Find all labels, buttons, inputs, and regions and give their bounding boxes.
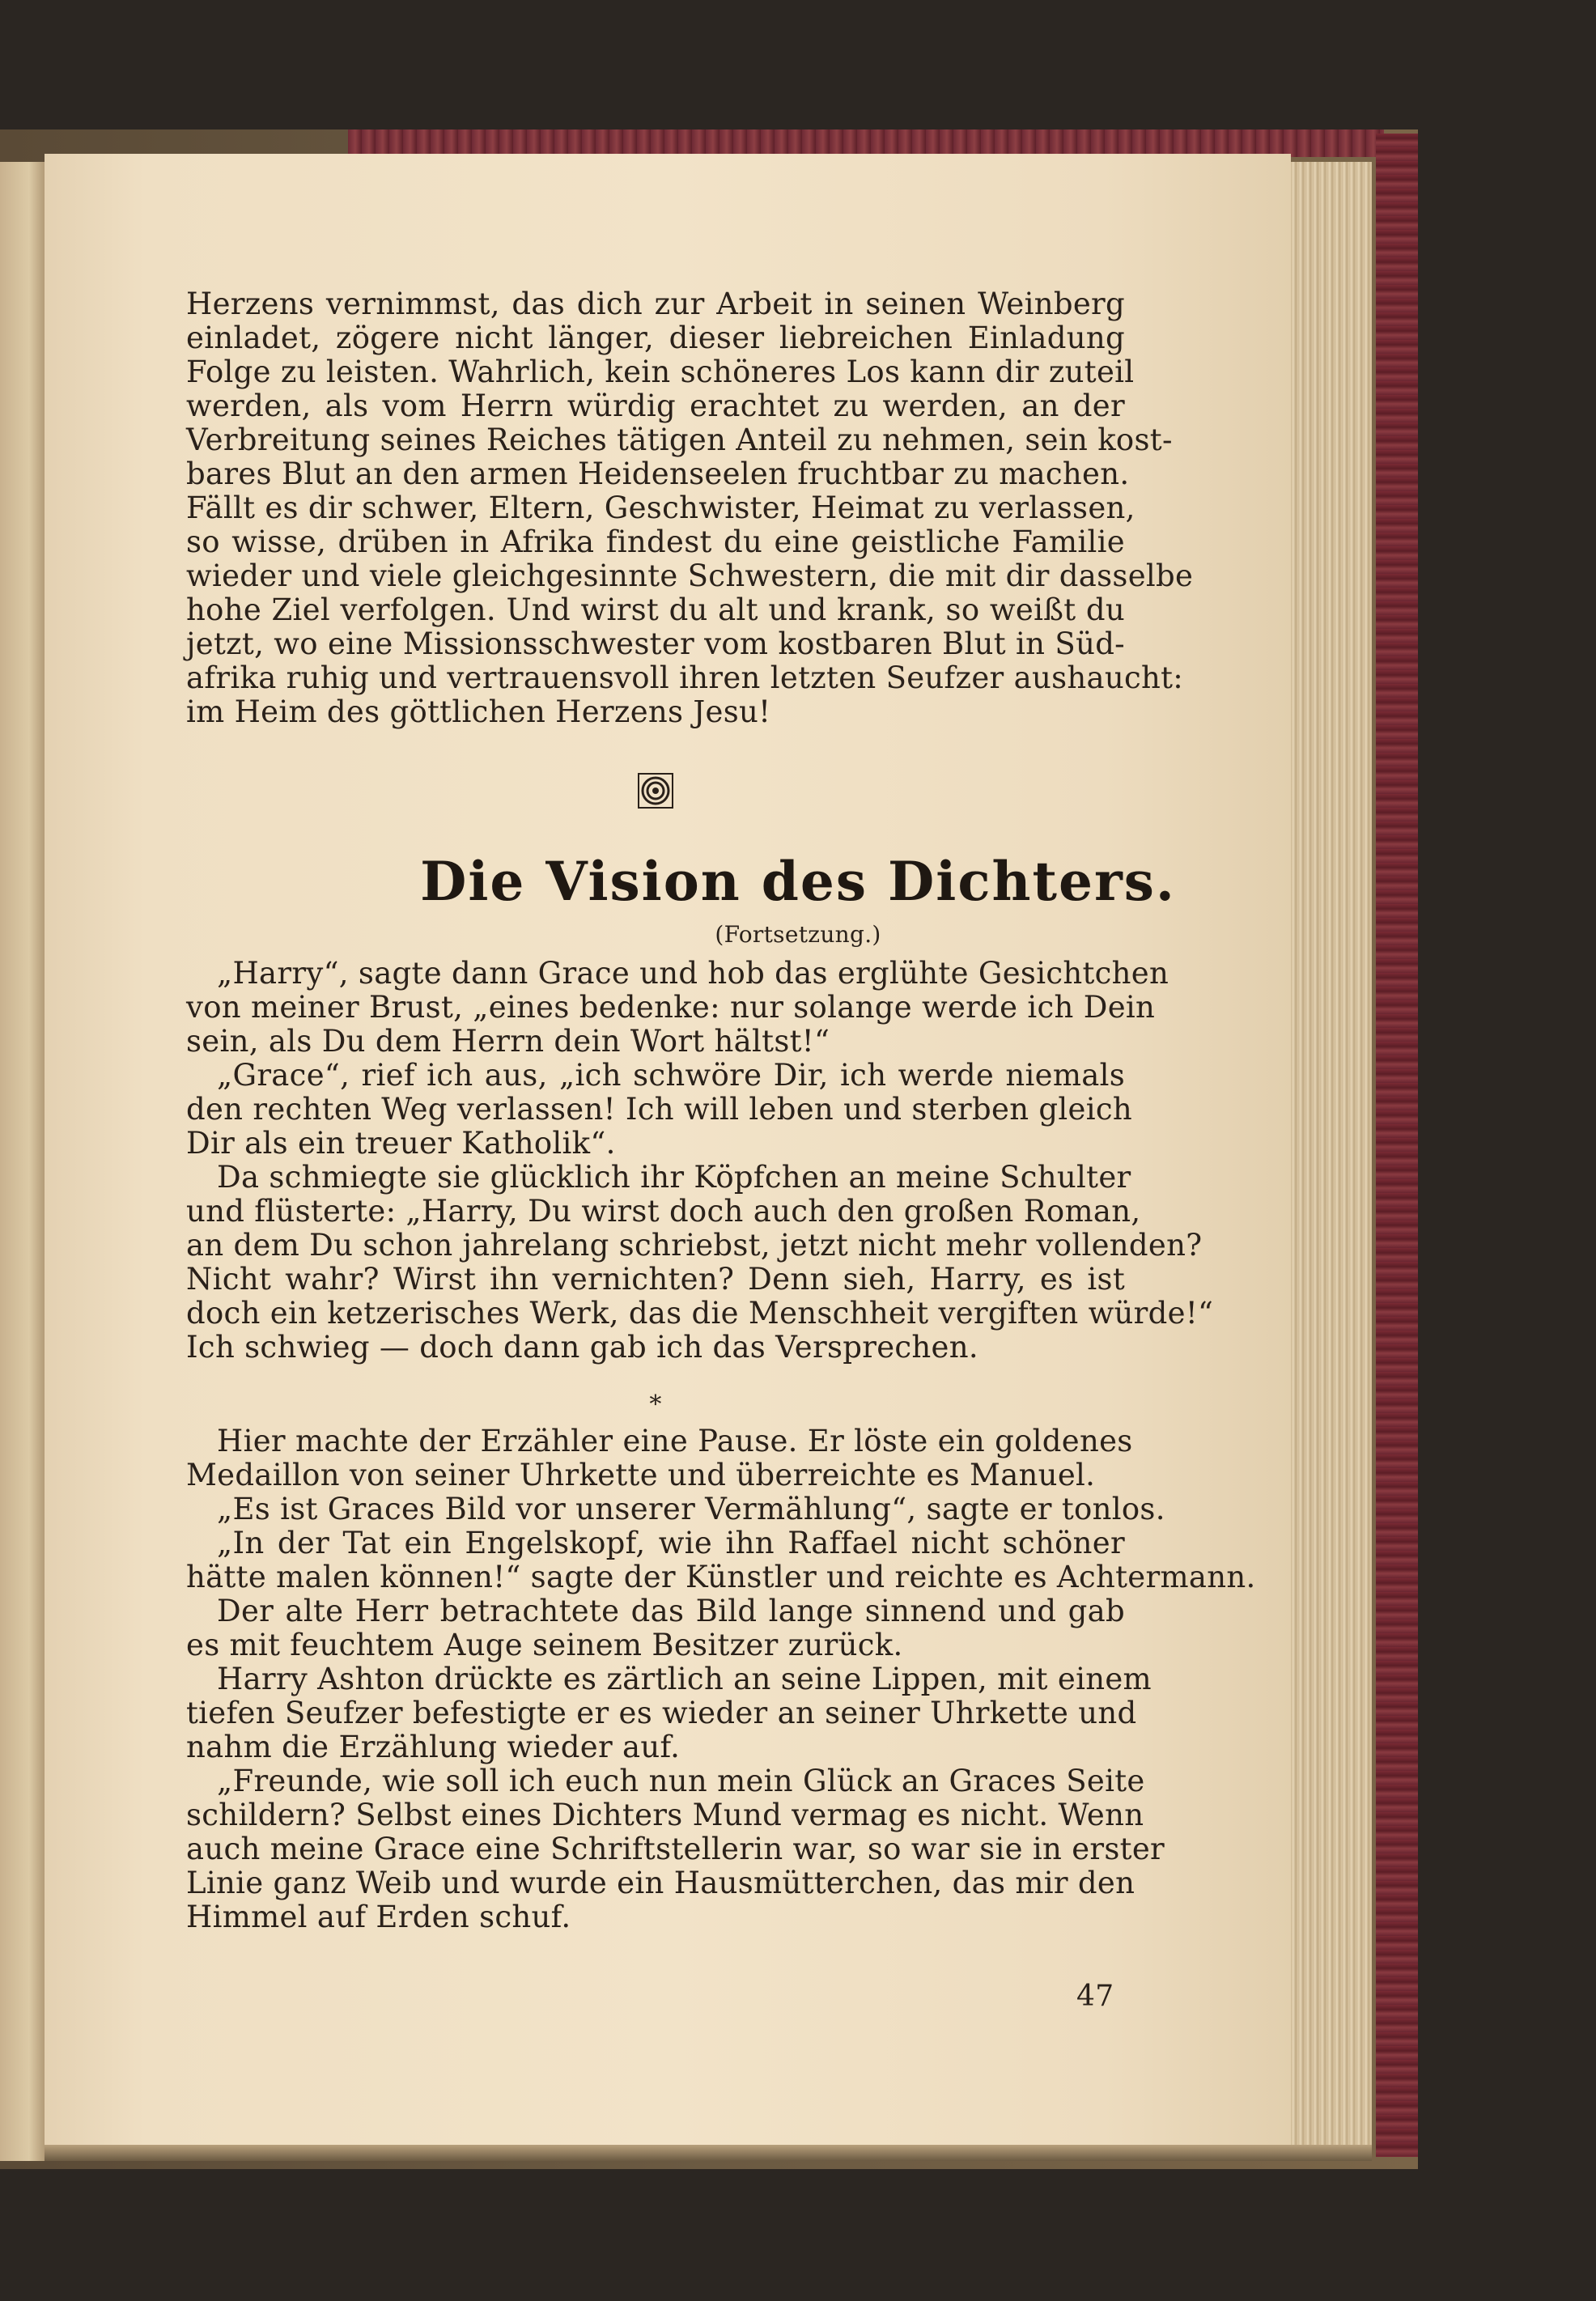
bullseye-ornament-icon — [638, 773, 673, 809]
text-line: den rechten Weg verlassen! Ich will leben und sterben gleich — [186, 1092, 1133, 1127]
cover-marbled-top — [348, 129, 1384, 157]
text-line: Himmel auf Erden schuf. — [186, 1900, 571, 1934]
left-page-sliver — [0, 162, 49, 2161]
text-line: und flüsterte: „Harry, Du wirst doch auch den großen Roman, — [186, 1194, 1141, 1229]
text-line: „In der Tat ein Engelskopf, wie ihn Raffael nicht schöner — [217, 1526, 1125, 1560]
text-line: von meiner Brust, „eines bedenke: nur solange werde ich Dein — [186, 990, 1156, 1025]
chapter-title: Die Vision des Dichters. — [420, 850, 1176, 913]
text-line: auch meine Grace eine Schriftstellerin war, so war sie in erster — [186, 1832, 1165, 1866]
text-line: Nicht wahr? Wirst ihn vernichten? Denn sieh, Harry, es ist — [186, 1262, 1125, 1297]
text-line: so wisse, drüben in Afrika findest du eine geistliche Familie — [186, 524, 1125, 559]
text-line: hätte malen können!“ sagte der Künstler und reichte es Achtermann. — [186, 1560, 1256, 1594]
top-paragraph — [186, 287, 1194, 729]
text-line: „Freunde, wie soll ich euch nun mein Glück an Graces Seite — [217, 1764, 1145, 1798]
text-line: sein, als Du dem Herrn dein Wort hältst!“ — [186, 1024, 830, 1059]
text-line: Folge zu leisten. Wahrlich, kein schöneres Los kann dir zuteil — [186, 354, 1135, 389]
text-line: Dir als ein treuer Katholik“. — [186, 1126, 616, 1161]
text-line: wieder und viele gleichgesinnte Schwestern, die mit dir dasselbe — [186, 558, 1194, 593]
text-line: im Heim des göttlichen Herzens Jesu! — [186, 694, 771, 729]
text-line: Herzens vernimmst, das dich zur Arbeit in seinen Weinberg — [186, 287, 1125, 321]
text-line: Ich schwieg — doch dann gab ich das Versprechen. — [186, 1330, 978, 1365]
text-line: „Es ist Graces Bild vor unserer Vermählung“, sagte er tonlos. — [217, 1492, 1165, 1526]
text-line: werden, als vom Herrn würdig erachtet zu werden, an der — [186, 388, 1125, 423]
text-line: doch ein ketzerisches Werk, das die Menschheit vergiften würde!“ — [186, 1296, 1214, 1331]
text-line: „Grace“, rief ich aus, „ich schwöre Dir, ich werde niemals — [217, 1058, 1125, 1093]
text-line: jetzt, wo eine Missionsschwester vom kostbaren Blut in Süd- — [186, 626, 1125, 661]
text-line: Der alte Herr betrachtete das Bild lange sinnend und gab — [217, 1594, 1125, 1628]
text-line: „Harry“, sagte dann Grace und hob das erglühte Gesichtchen — [217, 956, 1169, 991]
chapter-subtitle: (Fortsetzung.) — [715, 921, 881, 948]
text-line: hohe Ziel verfolgen. Und wirst du alt und krank, so weißt du — [186, 592, 1125, 627]
text-line: schildern? Selbst eines Dichters Mund vermag es nicht. Wenn — [186, 1798, 1144, 1832]
text-line: bares Blut an den armen Heidenseelen fruchtbar zu machen. — [186, 456, 1130, 491]
text-line: nahm die Erzählung wieder auf. — [186, 1730, 681, 1764]
page-number: 47 — [1076, 1980, 1114, 2013]
text-line: Harry Ashton drückte es zärtlich an seine Lippen, mit einem — [217, 1662, 1152, 1696]
bottom-paragraphs — [186, 1424, 1256, 1934]
text-line: an dem Du schon jahrelang schriebst, jetzt nicht mehr vollenden? — [186, 1228, 1203, 1263]
section-separator: * — [649, 1390, 662, 1419]
page-bottom-shadow — [45, 2145, 1372, 2161]
middle-paragraphs — [186, 956, 1214, 1365]
text-line: Fällt es dir schwer, Eltern, Geschwister, Heimat zu verlassen, — [186, 490, 1135, 525]
cover-marbled-edge — [1376, 134, 1418, 2157]
text-line: es mit feuchtem Auge seinem Besitzer zurück. — [186, 1628, 903, 1662]
text-line: einladet, zögere nicht länger, dieser liebreichen Einladung — [186, 321, 1125, 355]
text-line: afrika ruhig und vertrauensvoll ihren letzten Seufzer aushaucht: — [186, 660, 1184, 695]
text-line: Linie ganz Weib und wurde ein Hausmütterchen, das mir den — [186, 1866, 1135, 1900]
text-line: tiefen Seufzer befestigte er es wieder an seiner Uhrkette und — [186, 1696, 1137, 1730]
page-block-edges — [1291, 162, 1372, 2145]
text-line: Da schmiegte sie glücklich ihr Köpfchen an meine Schulter — [217, 1160, 1131, 1195]
text-line: Hier machte der Erzähler eine Pause. Er löste ein goldenes — [217, 1424, 1133, 1458]
text-line: Verbreitung seines Reiches tätigen Anteil zu nehmen, sein kost- — [186, 422, 1173, 457]
text-line: Medaillon von seiner Uhrkette und überreichte es Manuel. — [186, 1458, 1096, 1492]
